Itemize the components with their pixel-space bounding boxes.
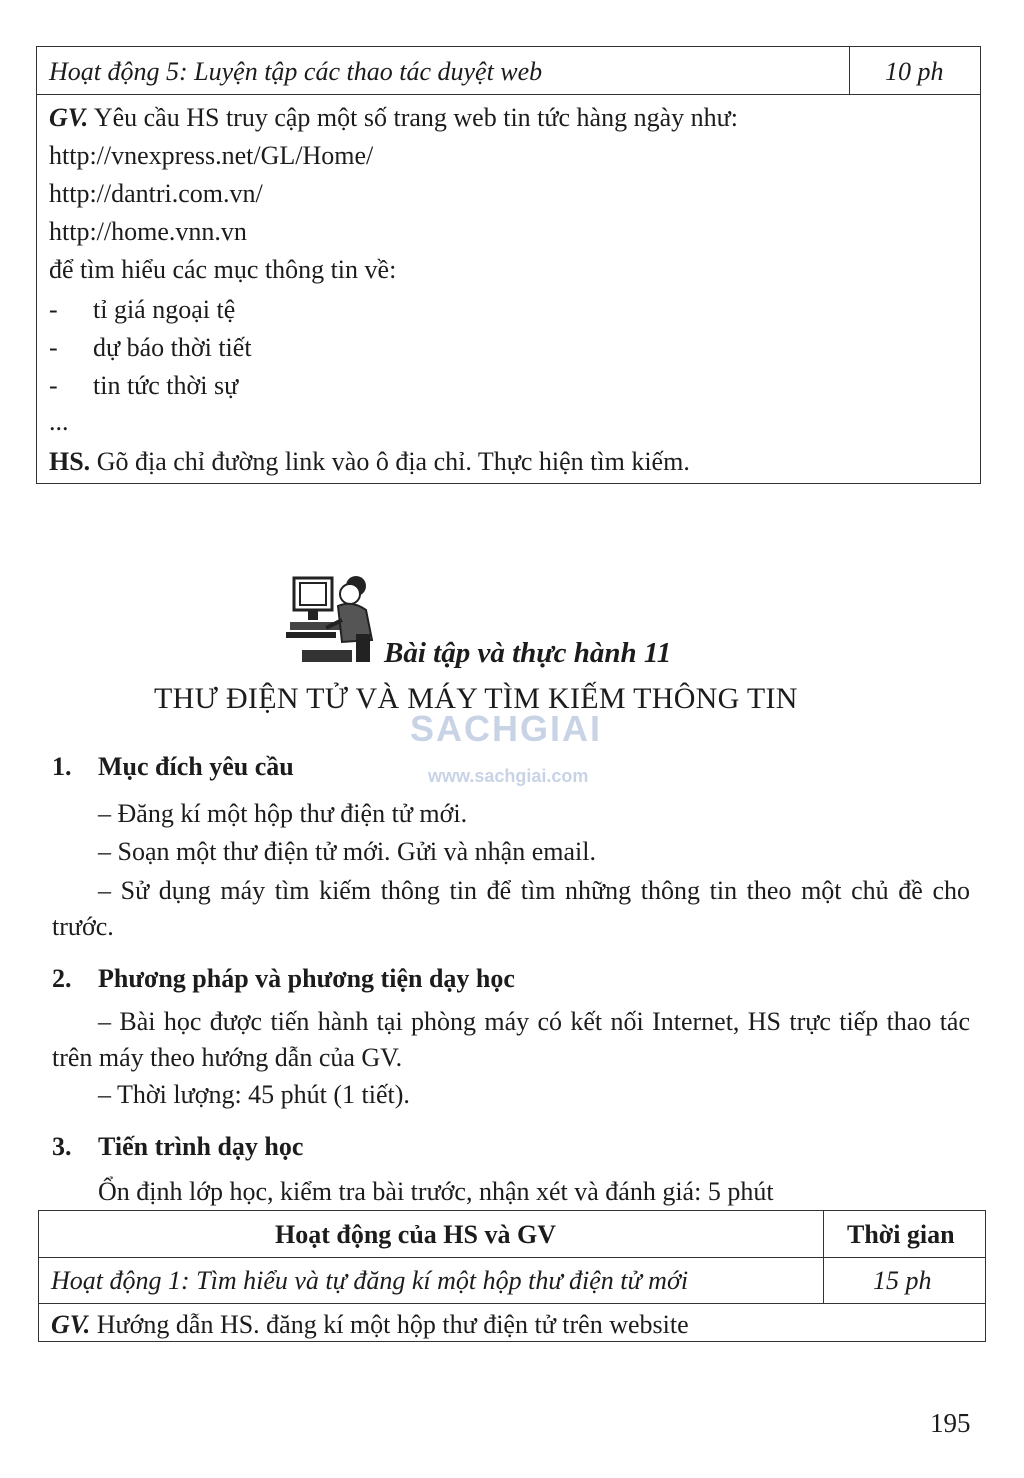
page-number: 195	[930, 1408, 971, 1438]
bullet-dash: -	[49, 333, 58, 362]
bullet-news: tin tức thời sự	[93, 371, 239, 400]
section2-heading: Phương pháp và phương tiện dạy học	[98, 964, 515, 993]
section1-item: – Sử dụng máy tìm kiếm thông tin để tìm những thông tin theo một chủ đề cho trước.	[52, 876, 970, 941]
activity5-time: 10 ph	[885, 57, 944, 86]
bullet-dash: -	[49, 371, 58, 400]
activity5-table	[36, 46, 981, 484]
section2-item: – Bài học được tiến hành tại phòng máy có kết nối Internet, HS trực tiếp thao tác trên máy theo hướng dẫn của GV.	[52, 1007, 970, 1072]
watermark-logo: SACHGIAI	[410, 708, 603, 749]
section3-heading: Tiến trình dạy học	[98, 1132, 304, 1161]
section1-item: – Đăng kí một hộp thư điện tử mới.	[98, 799, 468, 828]
gv-instruction: GV. Yêu cầu HS truy cập một số trang web tin tức hàng ngày như:	[49, 103, 738, 132]
topics-intro: để tìm hiểu các mục thông tin về:	[49, 255, 397, 284]
column-header-time: Thời gian	[847, 1220, 955, 1249]
lesson-title: THƯ ĐIỆN TỬ VÀ MÁY TÌM KIẾM THÔNG TIN	[154, 682, 798, 715]
section2-number: 2.	[52, 964, 72, 993]
url-vnn: http://home.vnn.vn	[49, 217, 247, 246]
section3-number: 3.	[52, 1132, 72, 1161]
process-table	[38, 1210, 986, 1342]
lesson-subtitle: Bài tập và thực hành 11	[384, 637, 672, 669]
url-dantri: http://dantri.com.vn/	[49, 179, 263, 208]
section3-intro: Ổn định lớp học, kiểm tra bài trước, nhận xét và đánh giá: 5 phút	[98, 1177, 774, 1206]
url-vnexpress: http://vnexpress.net/GL/Home/	[49, 141, 374, 170]
activity5-title: Hoạt động 5: Luyện tập các thao tác duyệt web	[49, 57, 543, 86]
hs-instruction: HS. Gõ địa chỉ đường link vào ô địa chỉ. Thực hiện tìm kiếm.	[49, 447, 690, 476]
section1-item: – Soạn một thư điện tử mới. Gửi và nhận email.	[98, 837, 596, 866]
section1-heading: Mục đích yêu cầu	[98, 752, 294, 781]
section1-number: 1.	[52, 752, 72, 781]
column-header-activity: Hoạt động của HS và GV	[275, 1220, 556, 1249]
bullet-dash: -	[49, 295, 58, 324]
gv-guidance: GV. Hướng dẫn HS. đăng kí một hộp thư điện tử trên website	[51, 1310, 689, 1339]
bullet-weather: dự báo thời tiết	[93, 333, 252, 362]
bullet-exchange-rate: tỉ giá ngoại tệ	[93, 295, 236, 324]
computer-user-icon	[282, 570, 382, 666]
section2-item: – Thời lượng: 45 phút (1 tiết).	[98, 1080, 410, 1109]
activity1-time: 15 ph	[873, 1266, 932, 1295]
activity1-title: Hoạt động 1: Tìm hiểu và tự đăng kí một hộp thư điện tử mới	[51, 1266, 689, 1295]
watermark-url: www.sachgiai.com	[428, 766, 589, 786]
ellipsis: ...	[49, 407, 69, 436]
